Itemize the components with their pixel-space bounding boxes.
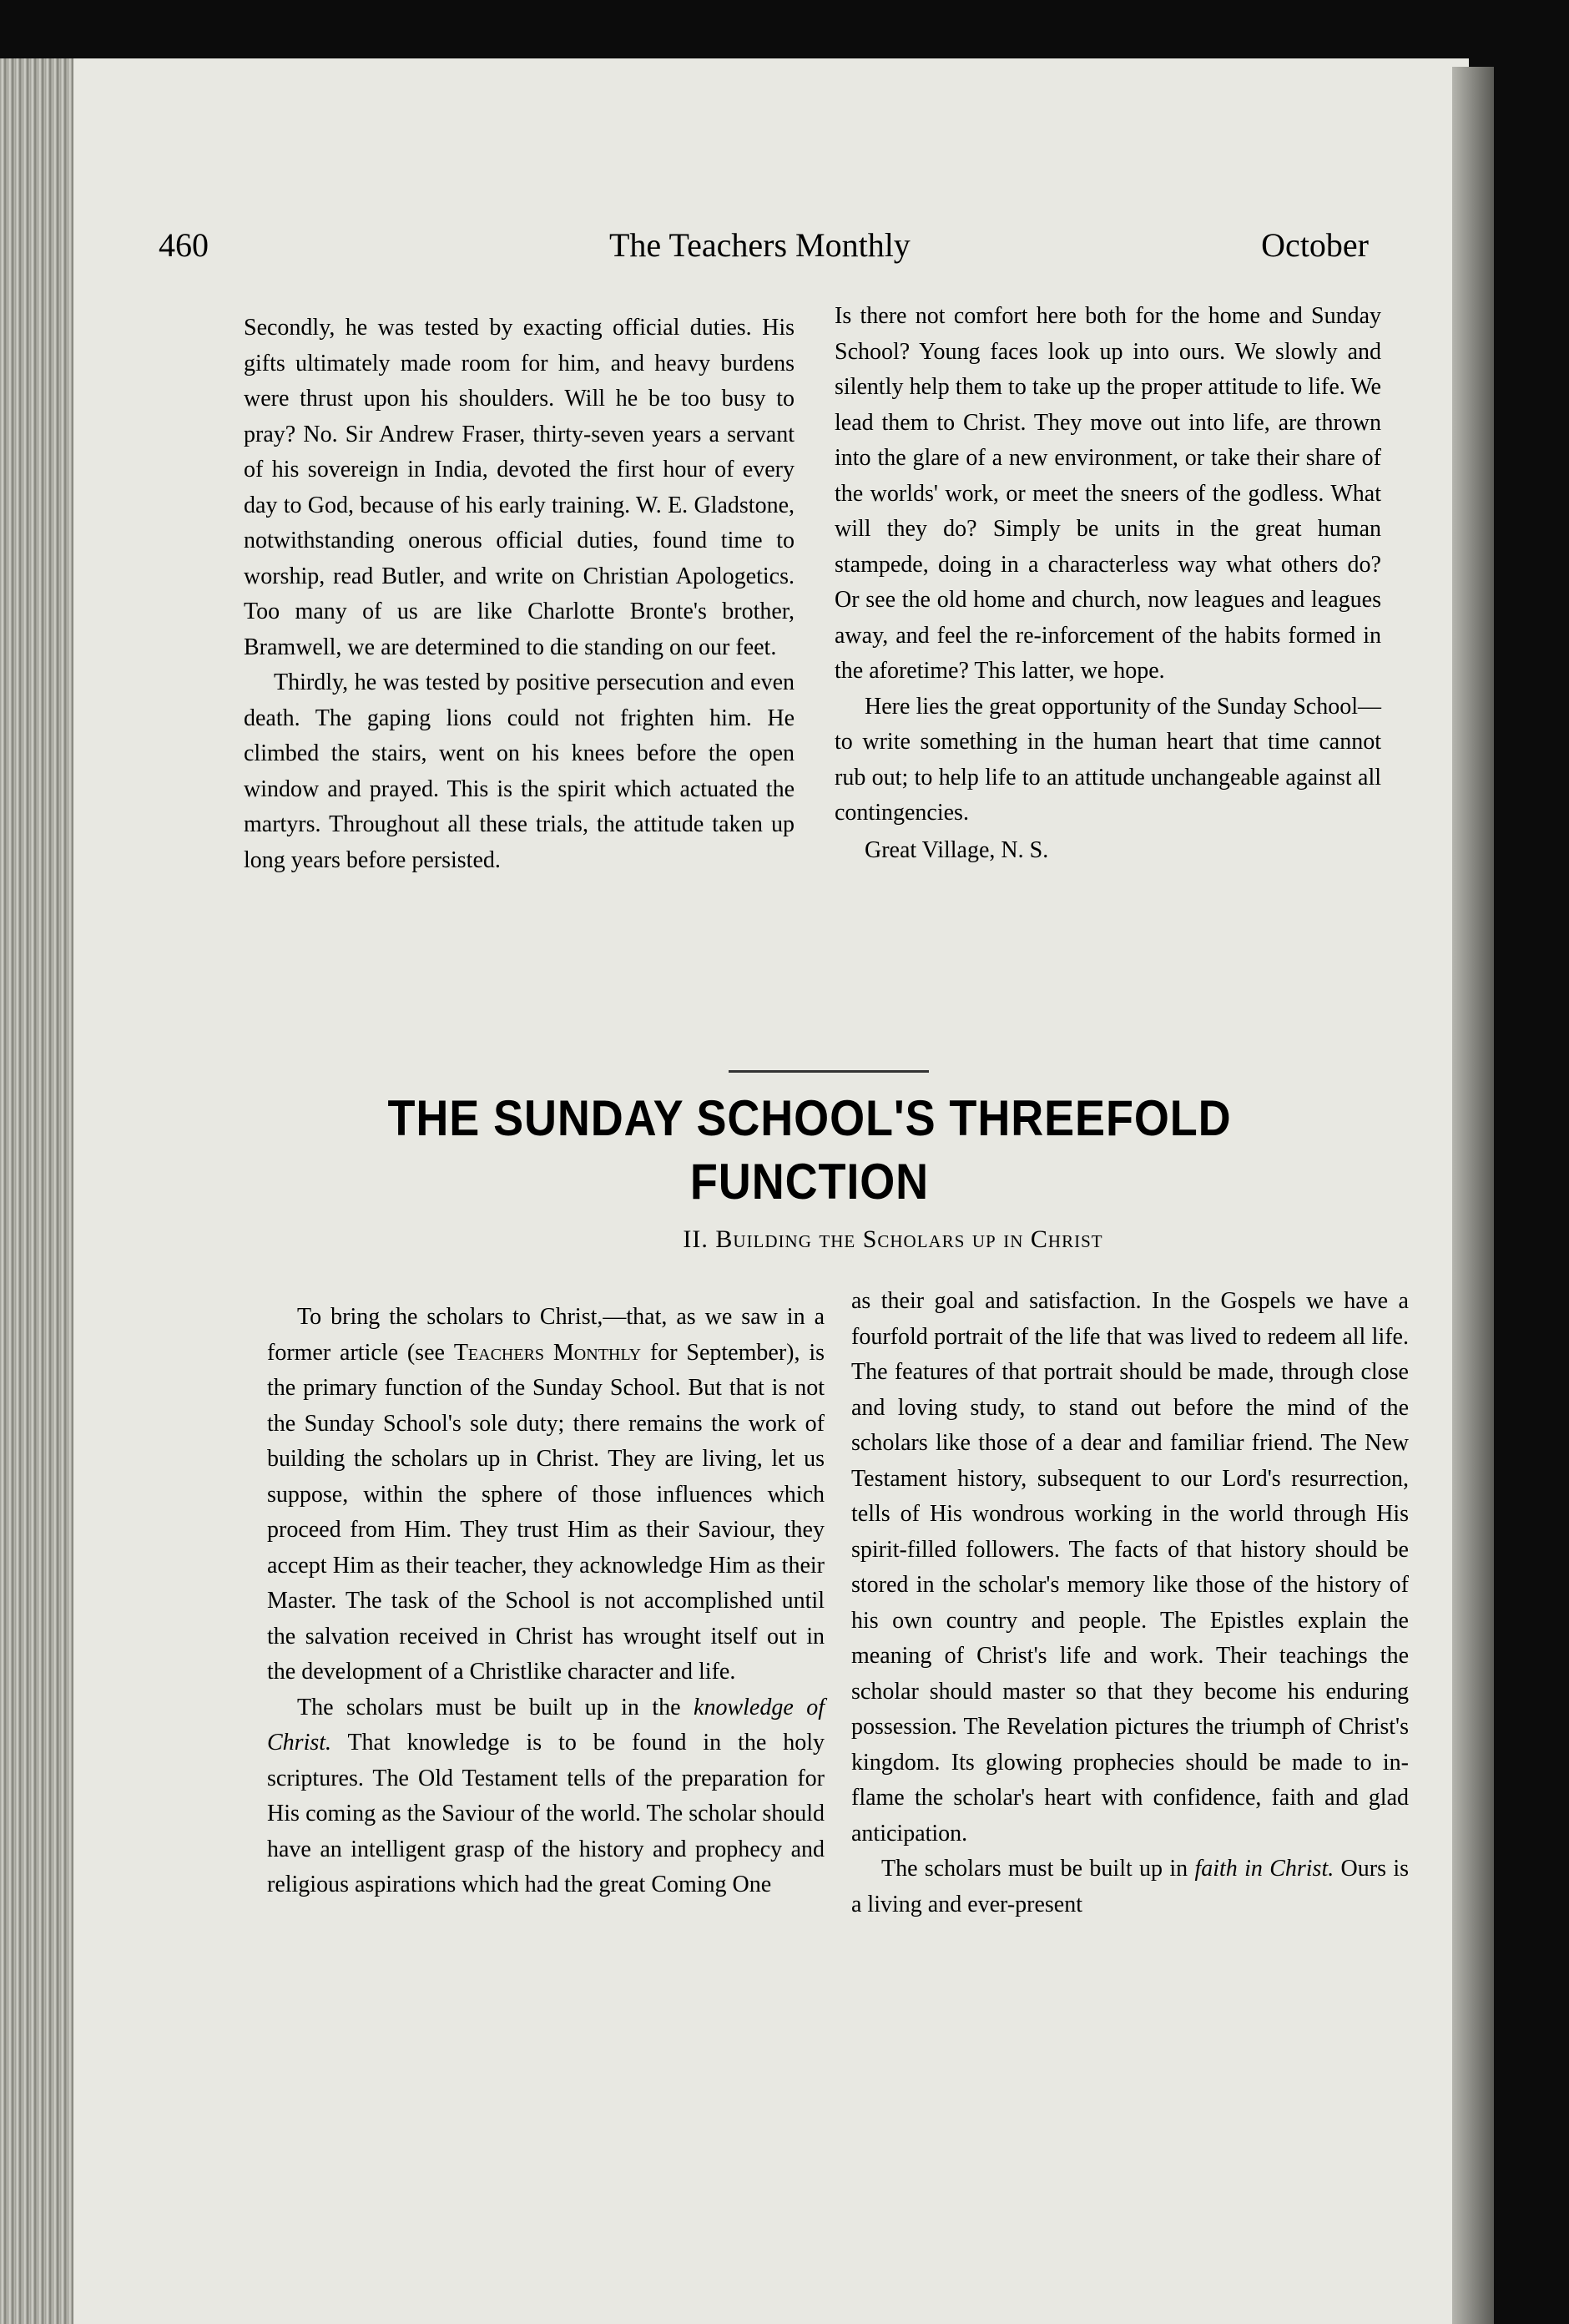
page-number: 460: [159, 226, 209, 264]
text-run: That knowledge is to be found in the holy scriptures. The Old Testament tells of the preparation for His coming as the Saviour of the world. The scholar should have an intelligent grasp of the history and prophecy and religious aspirations which had the great Coming One: [267, 1730, 825, 1897]
book-spine-shadow: [1452, 67, 1494, 2324]
article-title-line-1: THE SUNDAY SCHOOL'S THREEFOLD: [387, 1090, 1232, 1146]
paragraph: Thirdly, he was tested by positive persecution and even death. The gaping lions could not frighten him. He climbed the stairs, went on his knees before the open window and prayed. This is the spirit which actuated the martyrs. Throughout all these trials, the attitude taken up long years before persisted.: [244, 669, 795, 873]
article-title-line-2: FUNCTION: [689, 1154, 930, 1210]
paragraph: as their goal and satisfaction. In the Gospels we have a fourfold portrait of the life that was lived to redeem all life. The features of that portrait should be made, through close and loving study, to stand out before the mind of the scholars like those of a dear and familiar friend. The New Testament history, subsequent to our Lord's resurrection, tells of His wondrous working in the world through His spirit-filled followers. The facts of that history should be stored in the scholar's memory like those of the history of his own country and people. The Epistles explain the meaning of Christ's life and work. Their teachings the scholar should master so that they become his enduring possession. The Revelation pictures the triumph of Christ's kingdom. Its glowing prophecies should be made to inflame the scholar's heart with confidence, faith and glad anticipation.: [851, 1288, 1409, 1847]
paragraph: Secondly, he was tested by exacting official duties. His gifts ultimately made room for him, and heavy burdens were thrust upon his shoulders. Will he be too busy to pray? No. Sir Andrew Fraser, thirty-seven years a servant of his sovereign in India, devoted the first hour of every day to God, because of his early training. W. E. Gladstone, notwithstanding onerous official duties, found time to worship, read Butler, and write on Christian Apologetics. Too many of us are like Charlotte Bronte's brother, Bramwell, we are determined to die standing on our feet.: [244, 315, 795, 660]
journal-reference: Teachers Monthly: [453, 1339, 642, 1366]
bottom-left-column: [267, 1300, 825, 1903]
issue-month: October: [1261, 226, 1369, 264]
book-page-edges: [0, 58, 83, 2324]
running-header: [159, 225, 1369, 275]
article-subtitle: II. Building the Scholars up in Christ: [683, 1225, 1103, 1253]
text-run: Ours is a living and ever-present: [851, 1856, 1409, 1917]
text-run: for September), is the primary function of the Sunday School. But that is not the Sunday School's sole duty; there remains the work of building the scholars up in Christ. They are living, let us suppose, within the sphere of those influences which proceed from Him. They trust Him as their Saviour, they accept Him as their teacher, they acknowledge Him as their Master. The task of the School is not accomplished until the salvation received in Christ has wrought itself out in the development of a Christlike character and life.: [267, 1339, 825, 1685]
emphasis: knowledge of Christ.: [267, 1694, 825, 1756]
emphasis: faith in Christ.: [1194, 1856, 1334, 1882]
author-location: Great Village, N. S.: [865, 836, 1049, 863]
bottom-right-column: [851, 1284, 1409, 1922]
text-run: The scholars must be built up in: [881, 1856, 1195, 1882]
paragraph: [267, 1300, 825, 1690]
paragraph: Here lies the great opportunity of the Sunday School—to write something in the human heart that time cannot rub out; to help life to an attitude unchangeable against all contingencies.: [835, 693, 1381, 826]
journal-title: The Teachers Monthly: [609, 226, 911, 264]
section-divider: [729, 1070, 929, 1073]
top-left-column: [244, 311, 795, 878]
paragraph: [851, 1852, 1409, 1922]
text-run: To bring the scholars to Christ,—that, as we saw in a former article (see: [267, 1304, 825, 1366]
top-right-column: [835, 299, 1381, 868]
paragraph: [267, 1690, 825, 1903]
article-title: [306, 1087, 1313, 1214]
text-run: The scholars must be built up in the: [297, 1694, 694, 1720]
paragraph: Is there not comfort here both for the home and Sunday School? Young faces look up into ours. We slowly and silently help them to take up the proper attitude to life. We lead them to Christ. They move out into life, are thrown into the glare of a new environment, or take their share of the worlds' work, or meet the sneers of the godless. What will they do? Simply be units in the great human stampede, doing in a characterless way what others do? Or see the old home and church, now leagues and leagues away, and feel the re-inforcement of the habits formed in the aforetime? This latter, we hope.: [835, 303, 1381, 684]
